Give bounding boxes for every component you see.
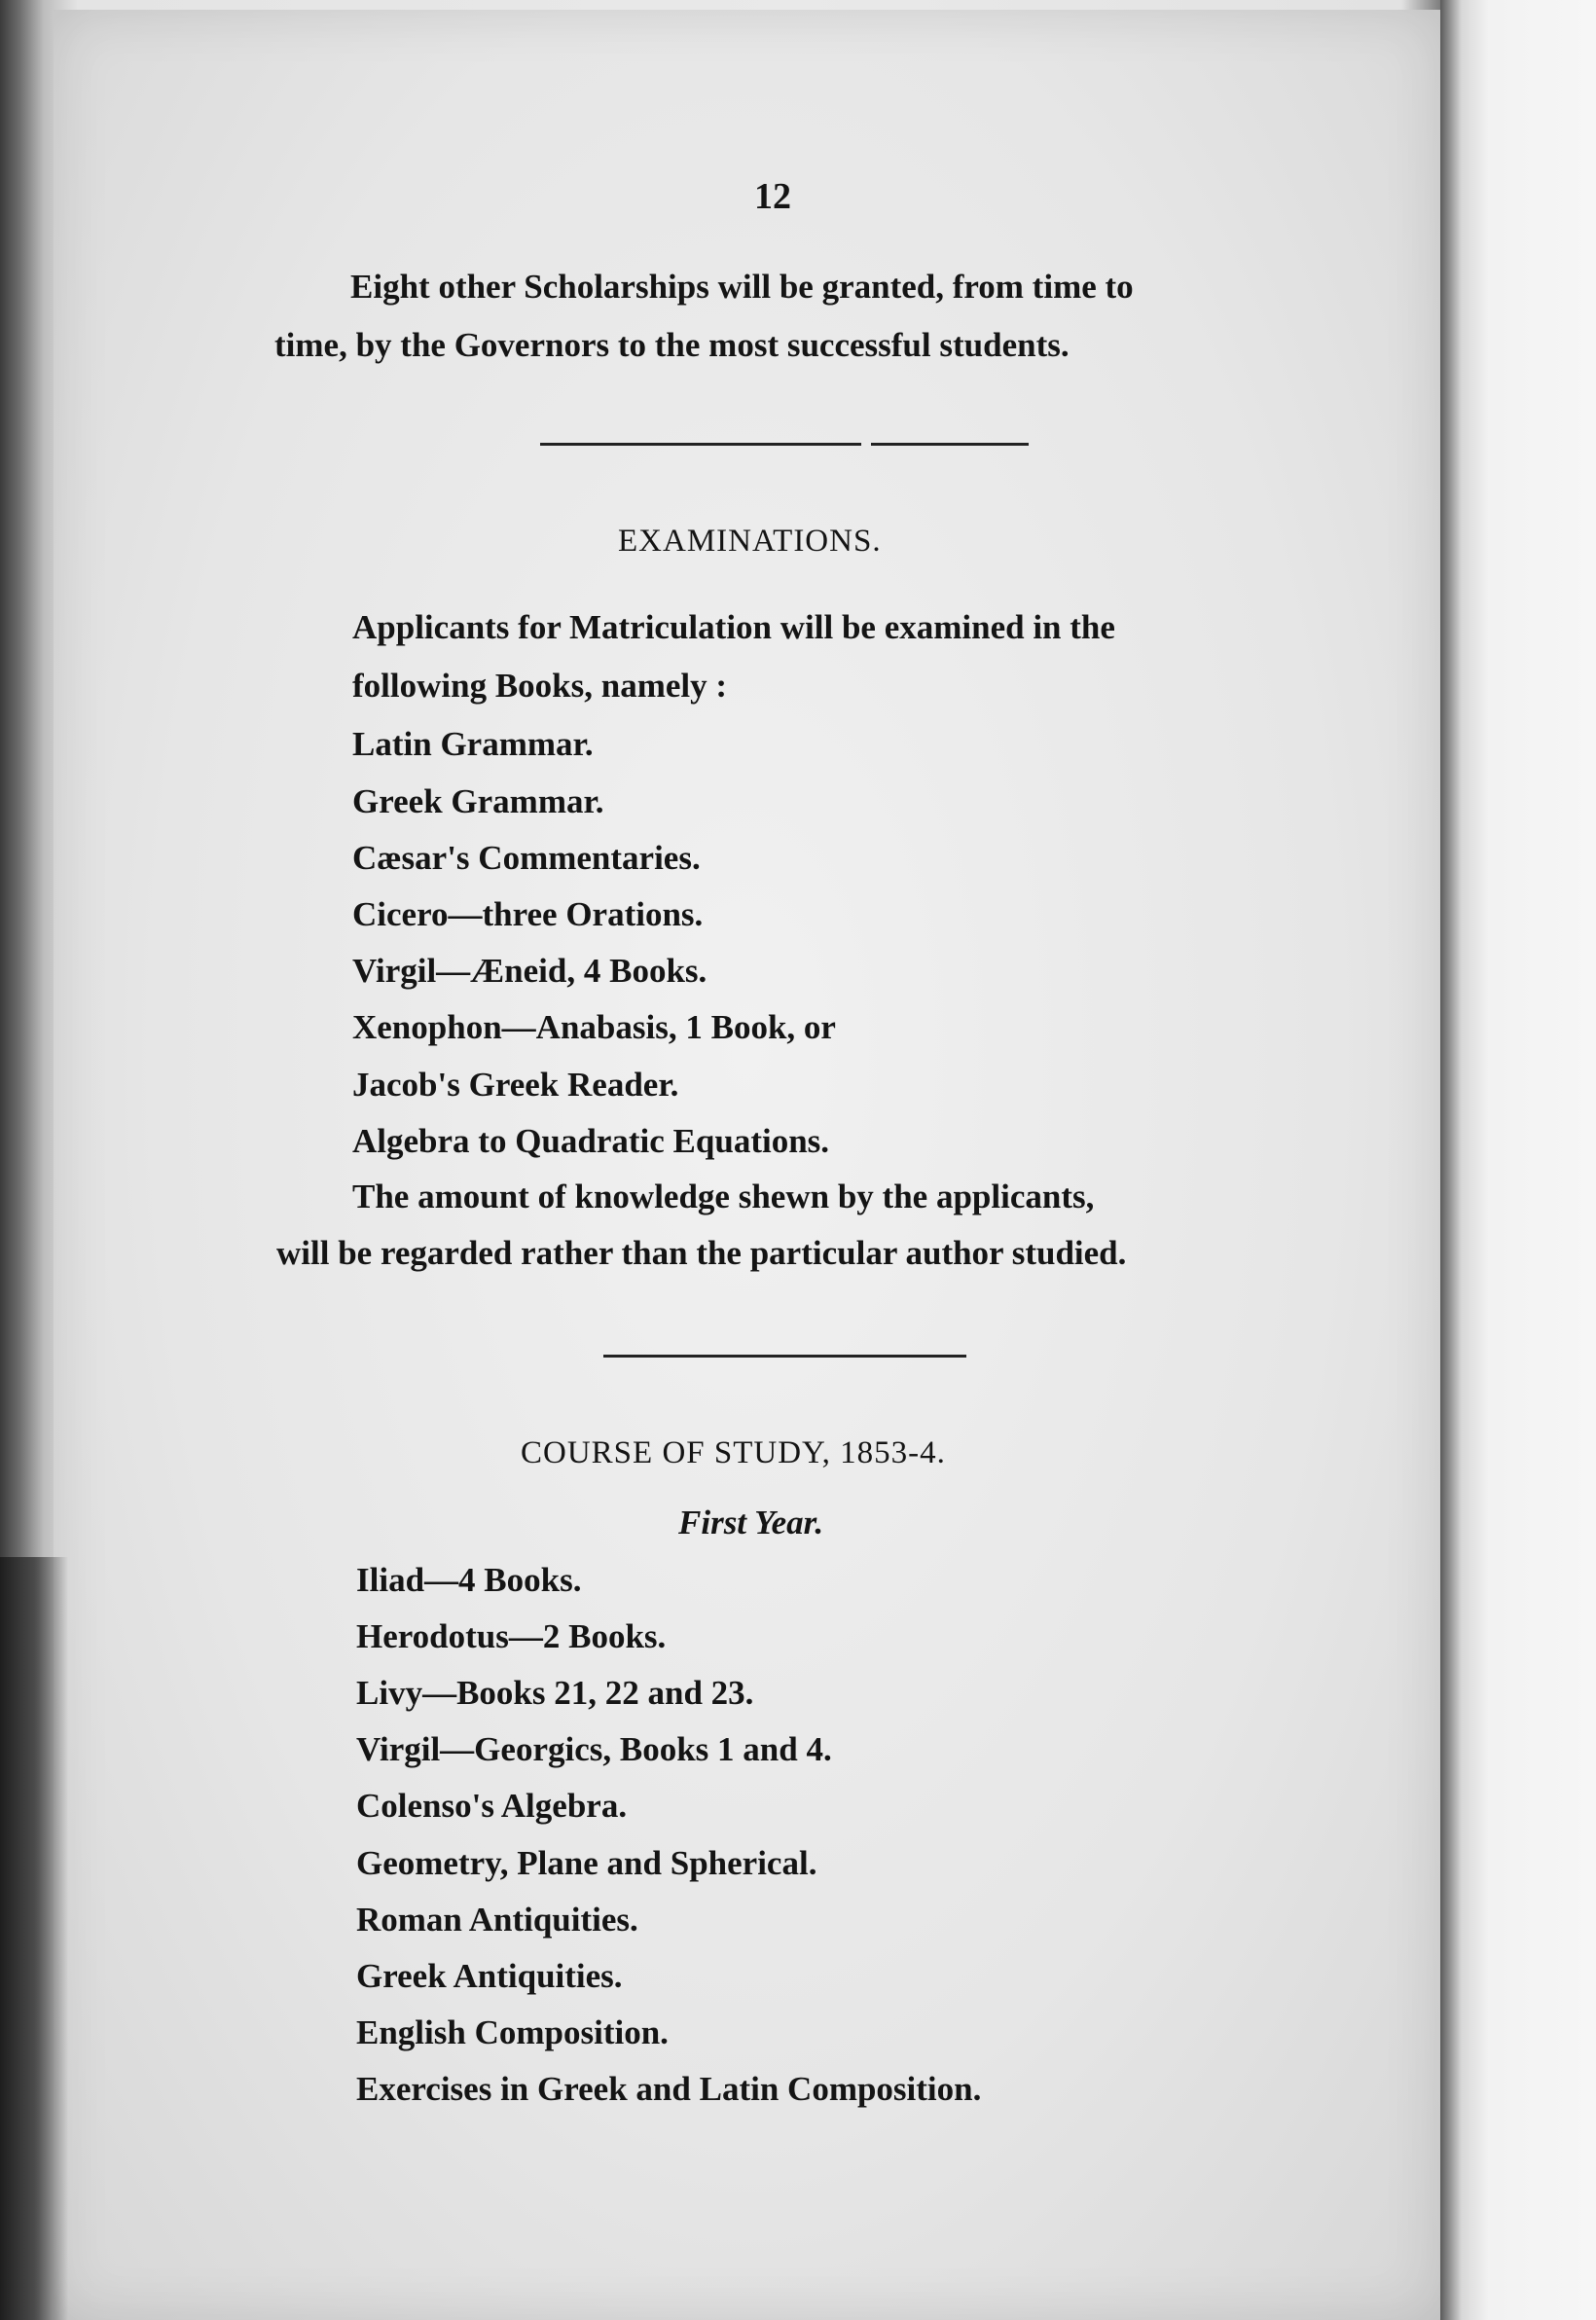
course-item: Virgil—Georgics, Books 1 and 4.: [356, 1730, 832, 1768]
examinations-intro-line-2: following Books, namely :: [352, 667, 728, 705]
course-item: Livy—Books 21, 22 and 23.: [356, 1674, 754, 1712]
examinations-note-line-2: will be regarded rather than the particular author studied.: [276, 1234, 1127, 1272]
course-heading: COURSE OF STUDY, 1853-4.: [521, 1435, 946, 1470]
course-item: English Composition.: [356, 2013, 669, 2051]
book-item: Cæsar's Commentaries.: [352, 839, 701, 877]
examinations-note-line-1: The amount of knowledge shewn by the applicants,: [352, 1178, 1095, 1215]
course-item: Iliad—4 Books.: [356, 1561, 582, 1599]
scholarships-line-1: Eight other Scholarships will be granted, from time to: [350, 268, 1134, 306]
page-number: 12: [754, 176, 791, 217]
section-divider: [540, 443, 861, 446]
book-item: Algebra to Quadratic Equations.: [352, 1122, 830, 1160]
course-item: Geometry, Plane and Spherical.: [356, 1844, 817, 1882]
examinations-heading: EXAMINATIONS.: [618, 524, 882, 559]
course-item: Roman Antiquities.: [356, 1901, 638, 1939]
book-item: Virgil—Æneid, 4 Books.: [352, 952, 707, 990]
course-item: Colenso's Algebra.: [356, 1787, 628, 1825]
examinations-intro-line-1: Applicants for Matriculation will be examined in the: [352, 608, 1115, 646]
book-item: Jacob's Greek Reader.: [352, 1066, 679, 1104]
book-item: Xenophon—Anabasis, 1 Book, or: [352, 1008, 836, 1046]
book-item: Greek Grammar.: [352, 782, 604, 820]
page-gutter: [1440, 0, 1596, 2320]
book-item: Latin Grammar.: [352, 725, 594, 763]
course-subheading: First Year.: [678, 1504, 824, 1541]
course-item: Greek Antiquities.: [356, 1957, 623, 1995]
course-item: Herodotus—2 Books.: [356, 1617, 667, 1655]
scholarships-line-2: time, by the Governors to the most successful students.: [274, 326, 1070, 364]
course-item: Exercises in Greek and Latin Composition.: [356, 2070, 982, 2108]
section-divider: [603, 1355, 966, 1358]
book-item: Cicero—three Orations.: [352, 895, 704, 933]
section-divider: [871, 443, 1029, 446]
torn-edge: [0, 1557, 68, 2320]
